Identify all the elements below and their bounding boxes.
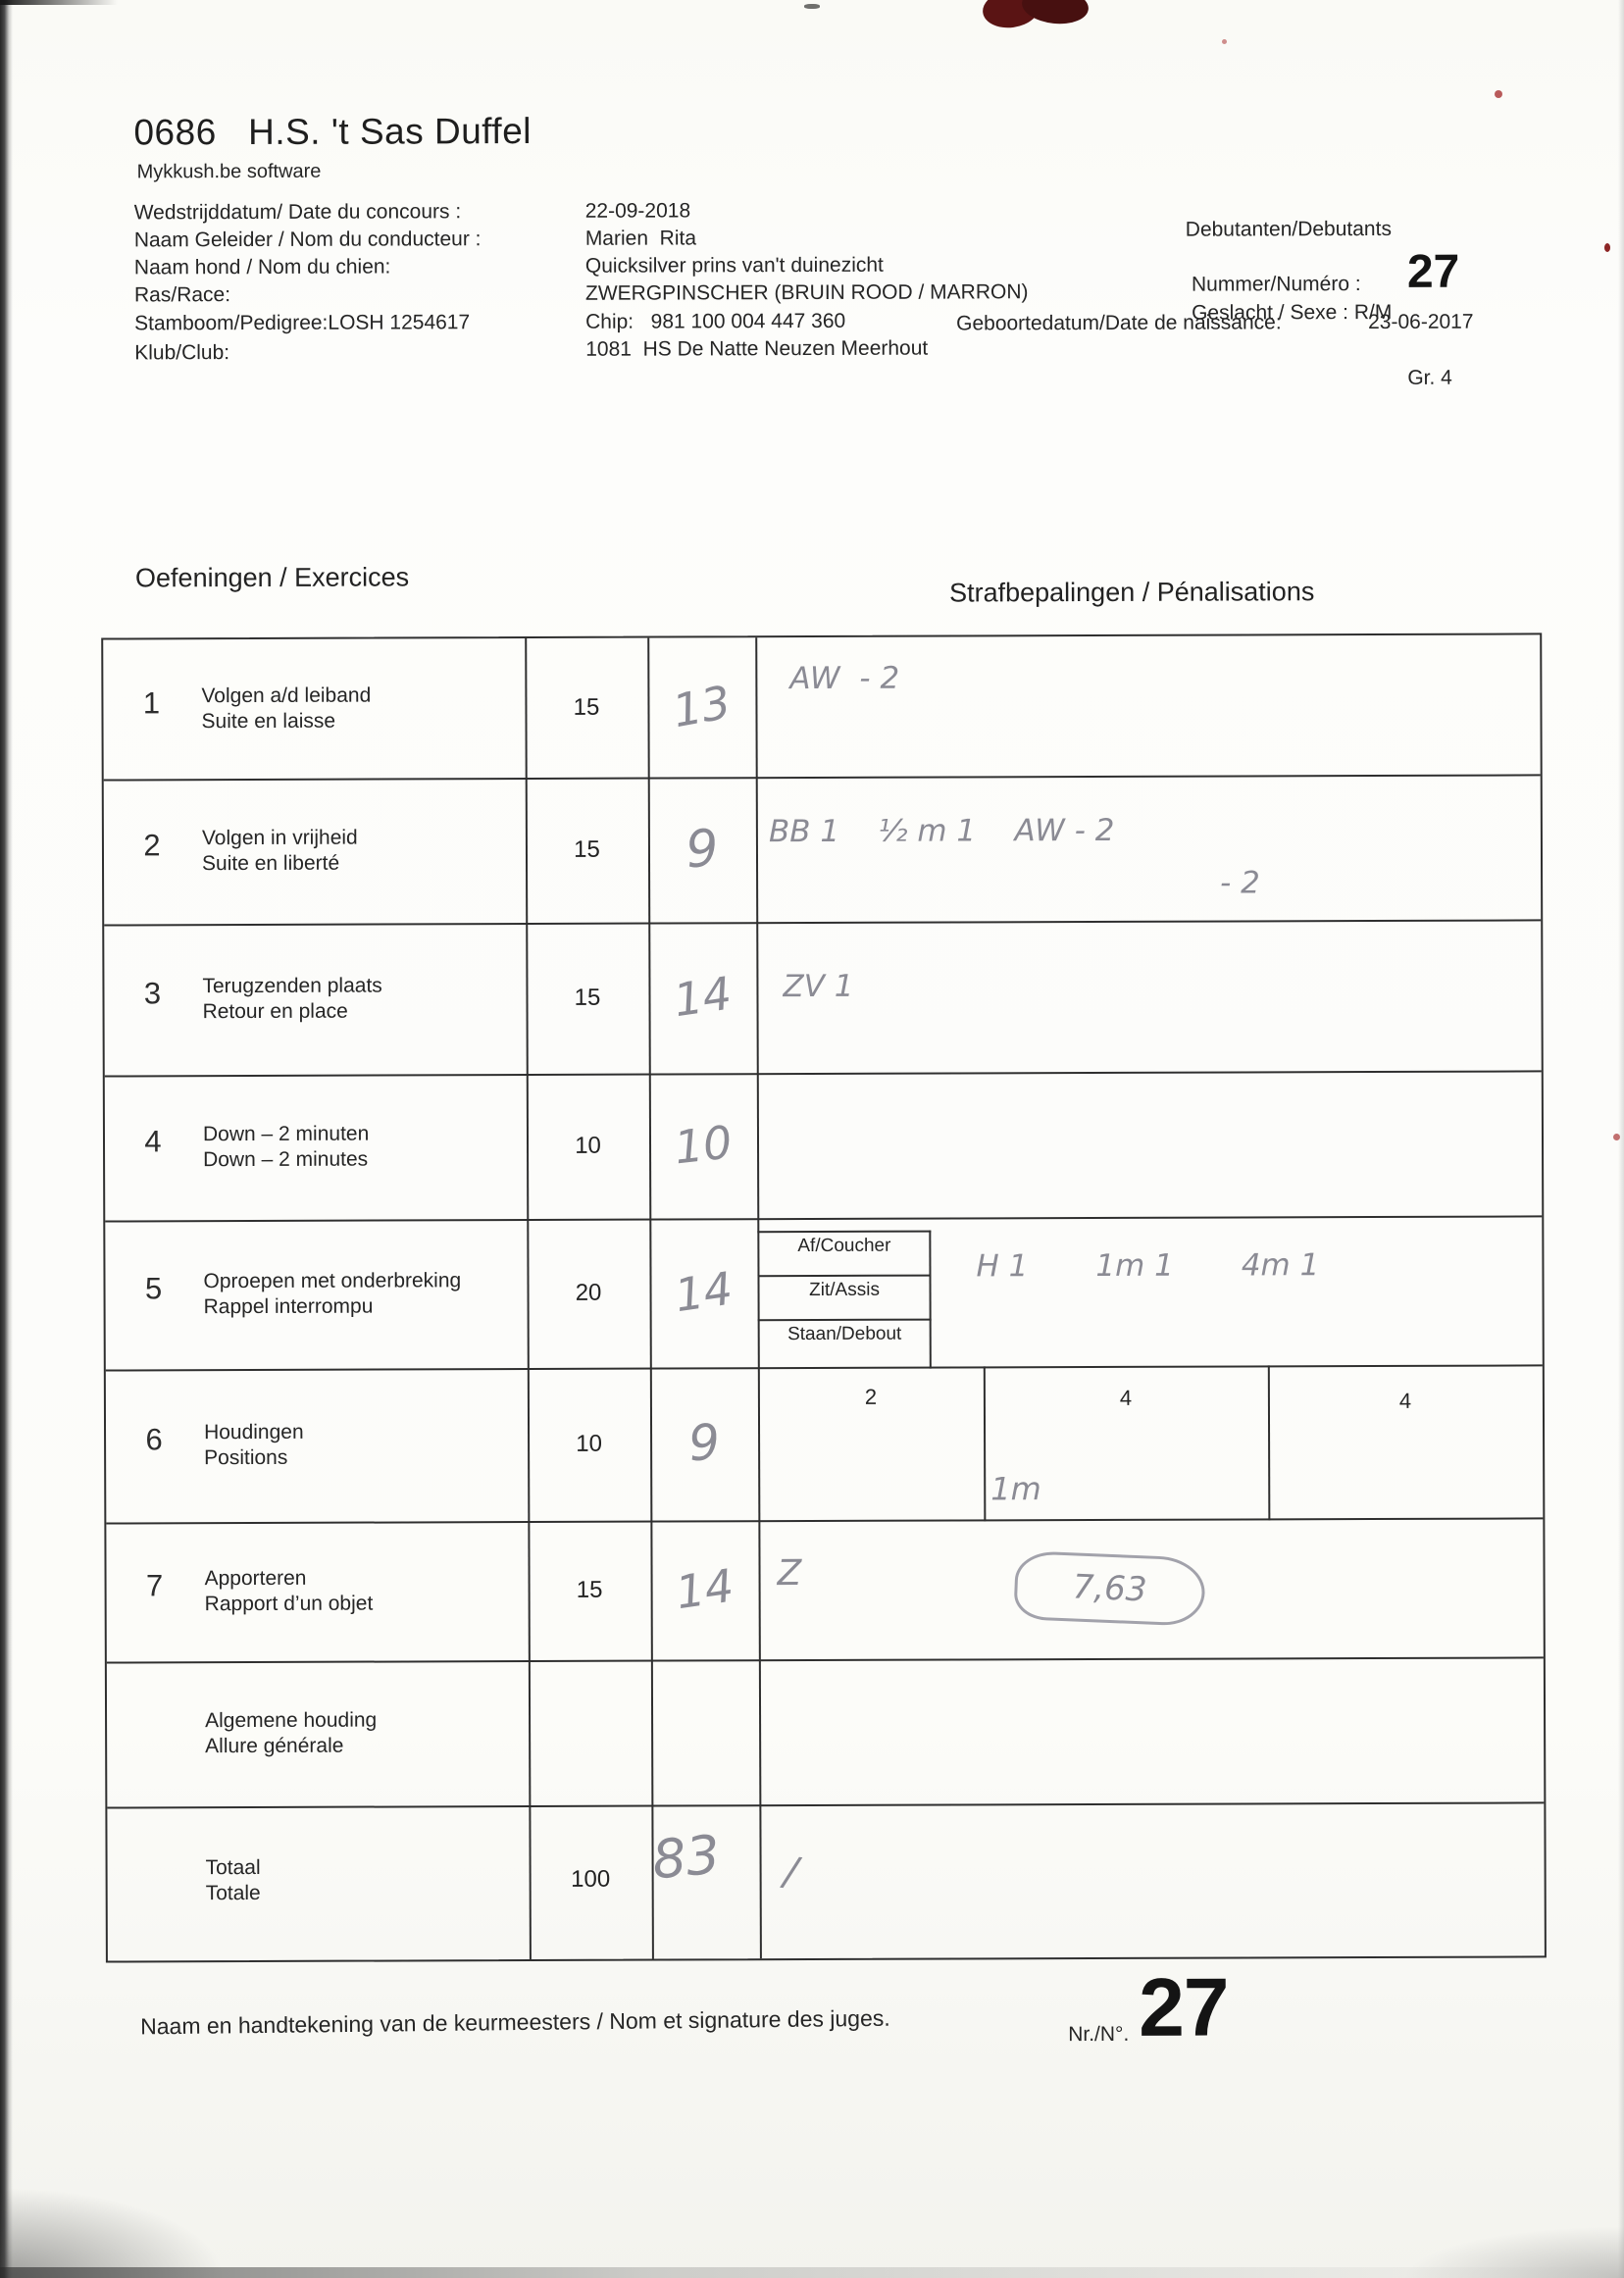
exercise-name-fr: Suite en laisse <box>201 709 336 734</box>
exercise-name-nl: Oproepen met onderbreking <box>203 1269 462 1293</box>
date-value: 22-09-2018 <box>584 199 691 223</box>
exercise-name-fr: Rapport d’un objet <box>204 1592 374 1616</box>
max-points: 15 <box>574 835 600 863</box>
section-penalties: Strafbepalingen / Pénalisations <box>949 577 1315 608</box>
positions-col-value-1: 2 <box>864 1384 878 1409</box>
scan-edge-left <box>0 0 13 2278</box>
max-points-total: 100 <box>571 1865 611 1893</box>
exercise-name <box>203 1268 527 1320</box>
handwritten-score-1: 13 <box>668 675 736 738</box>
table-line <box>107 1801 1544 1808</box>
scan-edge-top <box>0 0 118 5</box>
max-points: 15 <box>574 984 601 1011</box>
handwritten-score-5: 14 <box>671 1261 736 1323</box>
handler-value: Marien Rita <box>584 227 697 250</box>
exercise-name-nl: Algemene houding <box>205 1708 378 1733</box>
handler-label: Naam Geleider / Nom du conducteur : <box>133 228 482 252</box>
exercise-number: 5 <box>144 1271 163 1306</box>
table-line <box>106 1364 1543 1371</box>
exercise-name <box>205 1565 529 1617</box>
max-points: 15 <box>576 1576 603 1603</box>
sub-label-staan: Staan/Debout <box>787 1323 902 1345</box>
table-line <box>105 1070 1542 1077</box>
exercise-number: 3 <box>143 976 162 1011</box>
exercise-name-fr: Down – 2 minutes <box>203 1147 369 1172</box>
sub-label-zit: Zit/Assis <box>809 1279 880 1301</box>
table-line <box>757 1231 931 1234</box>
checkmark-handwritten: / <box>782 1848 800 1896</box>
software-credit: Mykkush.be software <box>136 160 322 183</box>
exercise-number: 2 <box>143 828 161 863</box>
page-title: 0686 H.S. 't Sas Duffel <box>133 110 533 153</box>
dog-label: Naam hond / Nom du chien: <box>133 255 391 279</box>
total-label-fr: Totale <box>205 1881 261 1905</box>
table-line <box>106 1517 1543 1524</box>
handwritten-score-total: 83 <box>649 1823 723 1892</box>
nr-label: Nr./N°. <box>1068 2022 1130 2047</box>
exercise-name-nl: Apporteren <box>204 1566 307 1591</box>
birth-value: 23-06-2017 <box>1368 310 1474 334</box>
table-line <box>104 774 1541 781</box>
exercise-name-fr: Rappel interrompu <box>203 1294 374 1319</box>
exercise-name <box>205 1707 529 1759</box>
penalty-note-7: Z <box>777 1553 802 1595</box>
exercise-name-nl: Volgen in vrijheid <box>201 826 358 850</box>
handwritten-score-6: 9 <box>686 1413 723 1473</box>
exercise-name-nl: Down – 2 minuten <box>202 1122 370 1146</box>
exercise-name <box>202 973 526 1025</box>
sex-label: Geslacht / Sexe : R/M <box>1192 300 1393 325</box>
birth-label: Geboortedatum/Date de naissance: <box>956 311 1282 335</box>
signature-label: Naam en handtekening van de keurmeesters / Nom et signature des juges. <box>140 2004 890 2040</box>
club-label: Klub/Club: <box>134 341 230 365</box>
exercise-number: 4 <box>144 1124 162 1159</box>
pedigree-line <box>134 311 470 335</box>
handwritten-score-4: 10 <box>671 1115 736 1175</box>
handwritten-score-2: 9 <box>684 819 721 881</box>
chip-label: Chip: <box>585 310 634 333</box>
scan-edge-right <box>1618 0 1624 2278</box>
exercise-name <box>204 1419 528 1471</box>
breed-value: ZWERGPINSCHER (BRUIN ROOD / MARRON) <box>584 280 1029 305</box>
score-table <box>101 633 1547 1962</box>
exercise-name <box>201 683 525 734</box>
pedigree-label: Stamboom/Pedigree: <box>134 311 329 335</box>
penalty-note-2: BB 1 ½ m 1 AW - 2 <box>768 812 1115 850</box>
exercise-name-nl: Volgen a/d leiband <box>201 683 372 708</box>
max-points: 20 <box>575 1279 602 1306</box>
club-value: 1081 HS De Natte Neuzen Meerhout <box>585 336 929 361</box>
max-points: 10 <box>576 1430 602 1457</box>
red-speck <box>1604 243 1610 252</box>
circled-value <box>1013 1550 1206 1627</box>
exercise-name-fr: Positions <box>204 1445 288 1470</box>
chip-value: 981 100 004 447 360 <box>650 309 846 333</box>
exercise-name-nl: Houdingen <box>204 1420 304 1444</box>
red-speck <box>1495 90 1502 98</box>
nr-value: 27 <box>1138 1960 1229 2053</box>
positions-col-value-2: 4 <box>1119 1385 1133 1410</box>
category-label: Debutanten/Debutants <box>1185 217 1392 241</box>
dog-number: 27 <box>1406 245 1460 298</box>
circled-value-text: 7,63 <box>1071 1567 1148 1610</box>
pedigree-value: LOSH 1254617 <box>328 311 471 334</box>
exercise-name-nl: Terugzenden plaats <box>202 974 382 998</box>
total-label-nl: Totaal <box>205 1855 261 1880</box>
group-value: Gr. 4 <box>1407 366 1452 389</box>
penalty-note-6: 1m <box>990 1470 1041 1508</box>
total-label <box>206 1854 530 1906</box>
table-line <box>758 1319 932 1322</box>
table-line <box>929 1231 931 1369</box>
number-label: Nummer/Numéro : <box>1191 273 1361 296</box>
chip-line <box>585 310 845 334</box>
table-line <box>757 1275 931 1278</box>
penalty-note-3: ZV 1 <box>783 968 854 1005</box>
exercise-number: 1 <box>142 685 161 721</box>
exercise-name-fr: Retour en place <box>202 999 348 1024</box>
date-label: Wedstrijddatum/ Date du concours : <box>133 200 462 225</box>
table-line <box>105 1215 1542 1222</box>
exercise-name-fr: Allure générale <box>205 1734 344 1758</box>
breed-label: Ras/Race: <box>133 283 231 307</box>
exercise-name <box>202 825 526 877</box>
exercise-name <box>203 1121 527 1173</box>
table-line <box>107 1656 1544 1663</box>
table-line <box>104 919 1541 926</box>
max-points: 15 <box>573 693 600 721</box>
scan-edge-bottom <box>0 2267 1624 2278</box>
scan-speck <box>804 4 820 9</box>
scan-smudge-bottom-left <box>0 2187 226 2278</box>
sub-label-af: Af/Coucher <box>797 1235 891 1257</box>
exercise-number: 7 <box>145 1568 164 1603</box>
exercise-name-fr: Suite en liberté <box>201 851 340 876</box>
penalty-note-1: AW - 2 <box>789 660 900 697</box>
red-speck <box>1222 39 1227 44</box>
penalty-note-5: H 1 1m 1 4m 1 <box>976 1247 1320 1285</box>
exercise-number: 6 <box>145 1422 163 1457</box>
handwritten-score-7: 14 <box>672 1558 737 1620</box>
section-exercises: Oefeningen / Exercices <box>134 562 410 593</box>
max-points: 10 <box>575 1132 601 1159</box>
positions-col-value-3: 4 <box>1398 1388 1412 1413</box>
dog-value: Quicksilver prins van't duinezicht <box>584 253 884 278</box>
handwritten-score-3: 14 <box>670 966 736 1028</box>
penalty-note-2b: - 2 <box>1220 865 1260 901</box>
